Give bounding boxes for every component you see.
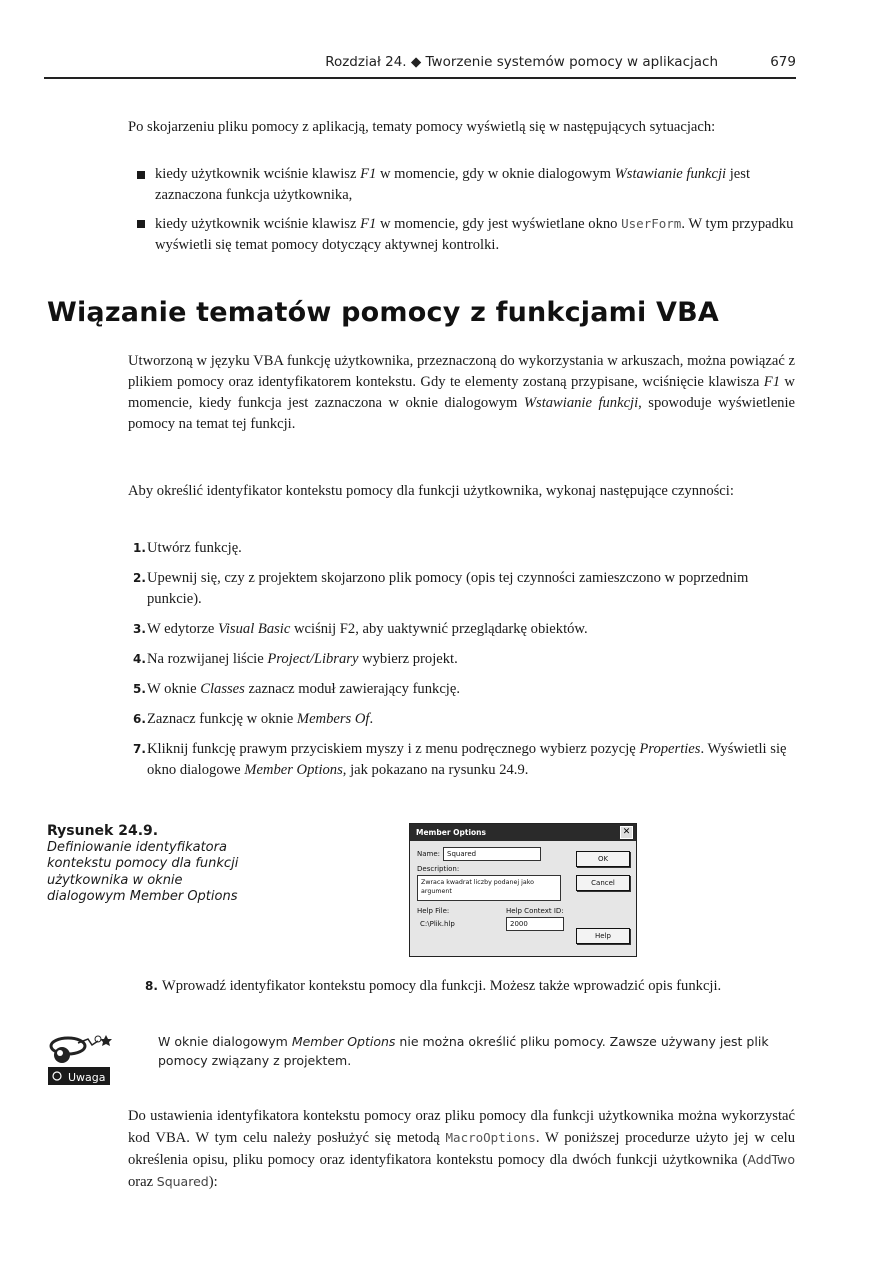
- bullet-item: kiedy użytkownik wciśnie klawisz F1 w momencie, gdy jest wyświetlane okno UserForm. W tym przypadku wyświetli się temat pomocy dotyczący aktywnej kontrolki.: [128, 213, 795, 256]
- step-item: 6. Zaznacz funkcję w oknie Members Of.: [133, 711, 374, 727]
- step-item: 7. Kliknij funkcję prawym przyciskiem myszy i z menu podręcznego wybierz pozycję Properties. Wyświetli się okno dialogowe Member Options, jak pokazano na rysunku 24.9.: [133, 741, 787, 778]
- intro-paragraph: Po skojarzeniu pliku pomocy z aplikacją, tematy pomocy wyświetlą się w następujących sytuacjach:: [128, 119, 716, 135]
- bullet-square-icon: [137, 220, 145, 228]
- cancel-button[interactable]: Cancel: [576, 875, 630, 891]
- step-item: 1. Utwórz funkcję.: [133, 540, 242, 556]
- step-item: 8. Wprowadź identyfikator kontekstu pomocy dla funkcji. Możesz także wprowadzić opis funkcji.: [145, 978, 722, 994]
- name-label: Name:: [417, 850, 441, 858]
- section-heading: Wiązanie tematów pomocy z funkcjami VBA: [47, 297, 720, 328]
- paragraph: Do ustawienia identyfikatora kontekstu pomocy oraz pliku pomocy dla funkcji użytkownika można wykorzystać kod VBA. W tym celu należy posłużyć się metodą MacroOptions. W poniższej procedurze użyto jej w celu określenia opisu, pliku pomocy oraz identyfikatora kontekstu pomocy dla dwóch funkcji użytkownika (AddTwo oraz Squared):: [128, 1108, 795, 1190]
- description-label: Description:: [417, 865, 460, 873]
- ok-button[interactable]: OK: [576, 851, 630, 867]
- figure-description: Definiowanie identyfikatora kontekstu pomocy dla funkcji użytkownika w oknie dialogowym Member Options: [47, 839, 239, 904]
- paragraph: Utworzoną w języku VBA funkcję użytkownika, przeznaczoną do wykorzystania w arkuszach, można powiązać z plikiem pomocy oraz identyfikatorem kontekstu. Gdy te elementy zostaną przypisane, wciśnięcie klawisza F1 w momencie, kiedy funkcja jest zaznaczona w oknie dialogowym Wstawianie funkcji, spowoduje wyświetlenie pomocy na temat tej funkcji.: [128, 353, 795, 432]
- context-id-field[interactable]: 2000: [506, 917, 564, 931]
- figure-caption: [47, 823, 247, 906]
- step-item: 3. W edytorze Visual Basic wciśnij F2, aby uaktywnić przeglądarkę obiektów.: [133, 621, 588, 637]
- close-icon[interactable]: ✕: [620, 826, 633, 839]
- context-label: Help Context ID:: [506, 907, 564, 915]
- note-icon: [48, 1031, 114, 1085]
- step-item: 5. W oknie Classes zaznacz moduł zawierający funkcję.: [133, 681, 460, 697]
- dialog-titlebar: [410, 824, 636, 841]
- figure-number: Rysunek 24.9.: [47, 823, 159, 839]
- step-item: 2. Upewnij się, czy z projektem skojarzono plik pomocy (opis tej czynności zamieszczono w poprzednim punkcie).: [133, 570, 749, 607]
- note-text: W oknie dialogowym Member Options nie można określić pliku pomocy. Zawsze używany jest plik pomocy związany z projektem.: [158, 1034, 769, 1068]
- helpfile-value: C:\Plik.hlp: [420, 920, 455, 928]
- step-number: 8.: [145, 979, 158, 993]
- bullet-list: [128, 164, 795, 263]
- chapter-title: Rozdział 24. ◆ Tworzenie systemów pomocy w aplikacjach: [325, 54, 718, 70]
- steps-list: [128, 538, 795, 790]
- bullet-item: kiedy użytkownik wciśnie klawisz F1 w momencie, gdy w oknie dialogowym Wstawianie funkcji jest zaznaczona funkcja użytkownika,: [128, 164, 795, 206]
- header-rule: [44, 77, 796, 79]
- help-button[interactable]: Help: [576, 928, 630, 944]
- member-options-dialog: [409, 823, 637, 957]
- helpfile-label: Help File:: [417, 907, 450, 915]
- dialog-title: Member Options: [416, 828, 486, 837]
- page-number: 679: [770, 54, 796, 70]
- name-field[interactable]: Squared: [443, 847, 541, 861]
- bullet-square-icon: [137, 171, 145, 179]
- step-item: 4. Na rozwijanej liście Project/Library wybierz projekt.: [133, 651, 458, 667]
- paragraph: Aby określić identyfikator kontekstu pomocy dla funkcji użytkownika, wykonaj następujące czynności:: [128, 483, 734, 499]
- description-field[interactable]: Zwraca kwadrat liczby podanej jako argument: [417, 875, 561, 901]
- note-badge: Uwaga: [68, 1071, 106, 1084]
